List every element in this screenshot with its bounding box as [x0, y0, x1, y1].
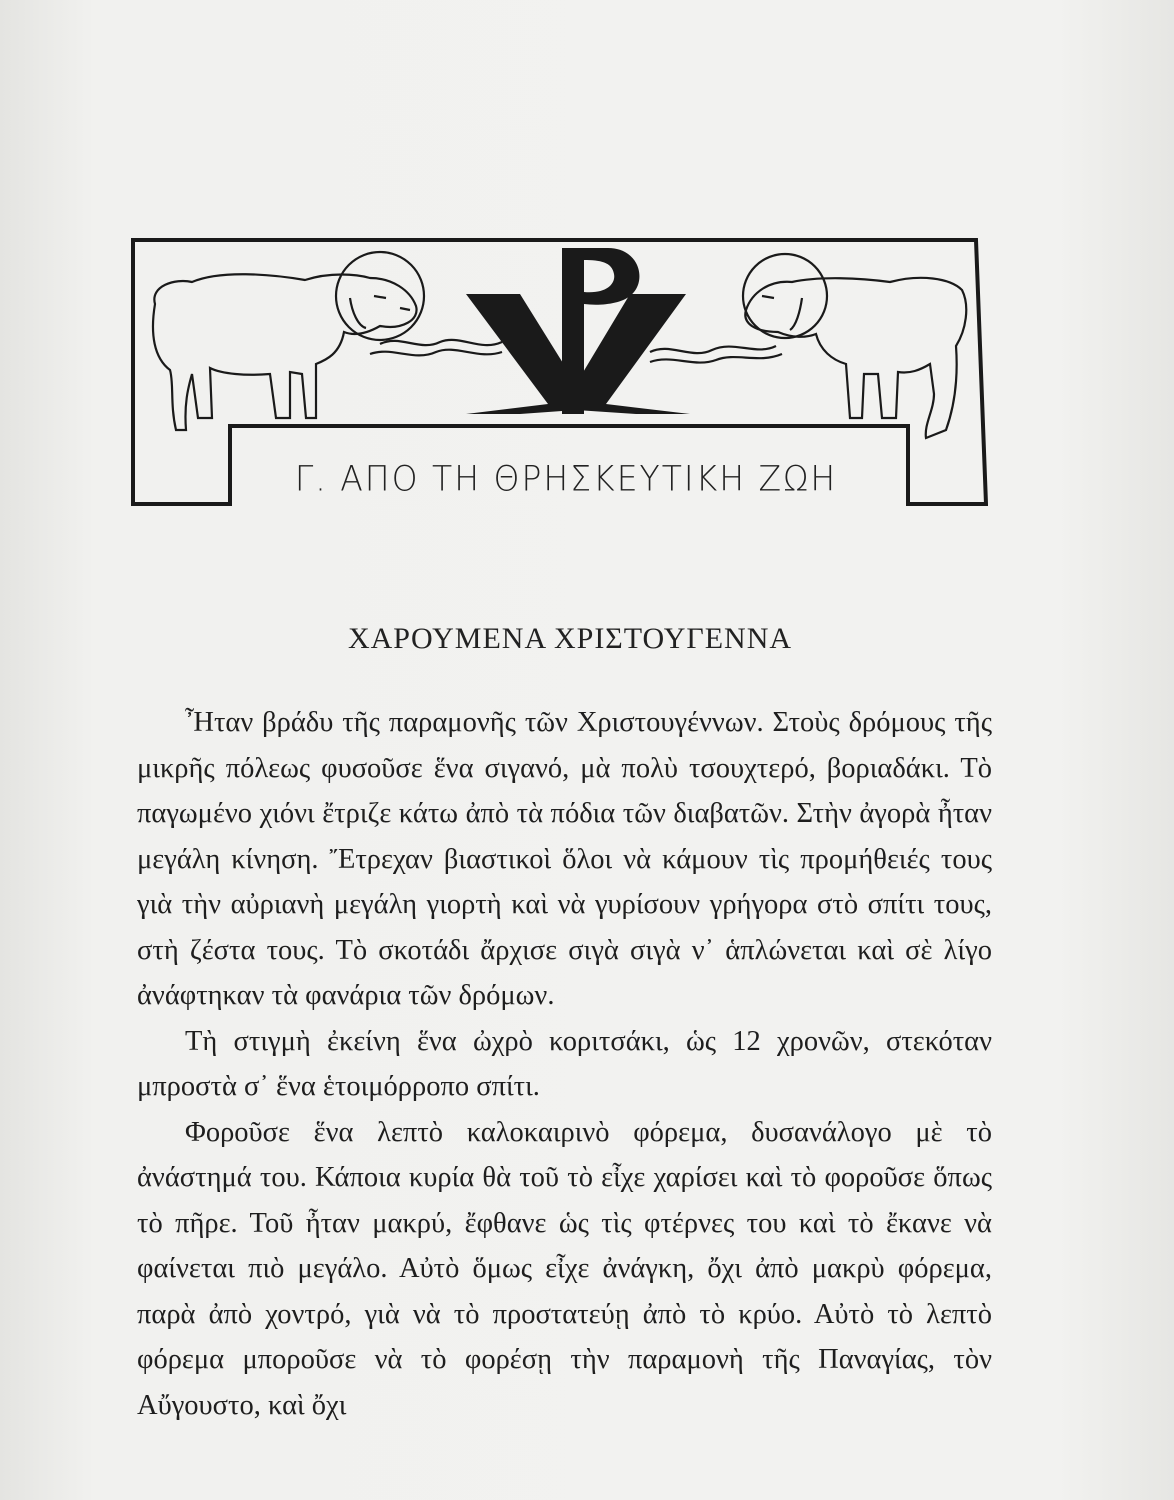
- lamb-left-icon: [153, 252, 424, 430]
- section-title: Γ. ΑΠΟ ΤΗ ΘΡΗΣΚΕΥΤΙΚΗ ΖΩΗ: [294, 458, 838, 499]
- paragraph-1: Ἦταν βράδυ τῆς παραμονῆς τῶν Χριστουγέννων. Στοὺς δρόμους τῆς μικρῆς πόλεως φυσοῦσε ἕνα σιγανό, μὰ πολὺ τσουχτερό, βοριαδάκι. Τὸ παγωμένο χιόνι ἔτριζε κάτω ἀπὸ τὰ πόδια τῶν διαβατῶν. Στὴν ἀγορὰ ἦταν μεγάλη κίνηση. Ἔτρεχαν βιαστικοὶ ὅλοι νὰ κάμουν τὶς προμήθειές τους γιὰ τὴν αὐριανὴ μεγάλη γιορτὴ καὶ νὰ γυρίσουν γρήγορα στὸ σπίτι τους, στὴ ζέστα τους. Τὸ σκοτάδι ἄρχισε σιγὰ σιγὰ ν᾽ ἁπλώνεται καὶ σὲ λίγο ἀνάφτηκαν τὰ φανάρια τῶν δρόμων.: [137, 707, 992, 1011]
- paragraph-2: Τὴ στιγμὴ ἐκείνη ἕνα ὠχρὸ κοριτσάκι, ὡς 12 χρονῶν, στεκόταν μπροστὰ σ᾽ ἕνα ἑτοιμόρροπο σπίτι.: [137, 1025, 992, 1102]
- lamb-right-icon: [743, 254, 966, 438]
- chapter-title: ΧΑΡΟΥΜΕΝΑ ΧΡΙΣΤΟΥΓΕΝΝΑ: [347, 622, 793, 655]
- section-header-ornament: [130, 234, 988, 510]
- chapter-body: [137, 700, 992, 1428]
- chi-rho-icon: [466, 248, 690, 414]
- paragraph-3: Φοροῦσε ἕνα λεπτὸ καλοκαιρινὸ φόρεμα, δυσανάλογο μὲ τὸ ἀνάστημά του. Κάποια κυρία θὰ τοῦ τὸ εἶχε χαρίσει καὶ τὸ φοροῦσε ὅπως τὸ πῆρε. Τοῦ ἦταν μακρύ, ἔφθανε ὡς τὶς φτέρνες του καὶ τὸ ἔκανε νὰ φαίνεται πιὸ μεγάλο. Αὐτὸ ὅμως εἶχε ἀνάγκη, ὄχι ἀπὸ μακρὺ φόρεμα, παρὰ ἀπὸ χοντρό, γιὰ νὰ τὸ προστατεύῃ ἀπὸ τὸ κρύο. Αὐτὸ τὸ λεπτὸ φόρεμα μποροῦσε νὰ τὸ φορέσῃ τὴν παραμονὴ τῆς Παναγίας, τὸν Αὔγουστο, καὶ ὄχι: [137, 1116, 992, 1421]
